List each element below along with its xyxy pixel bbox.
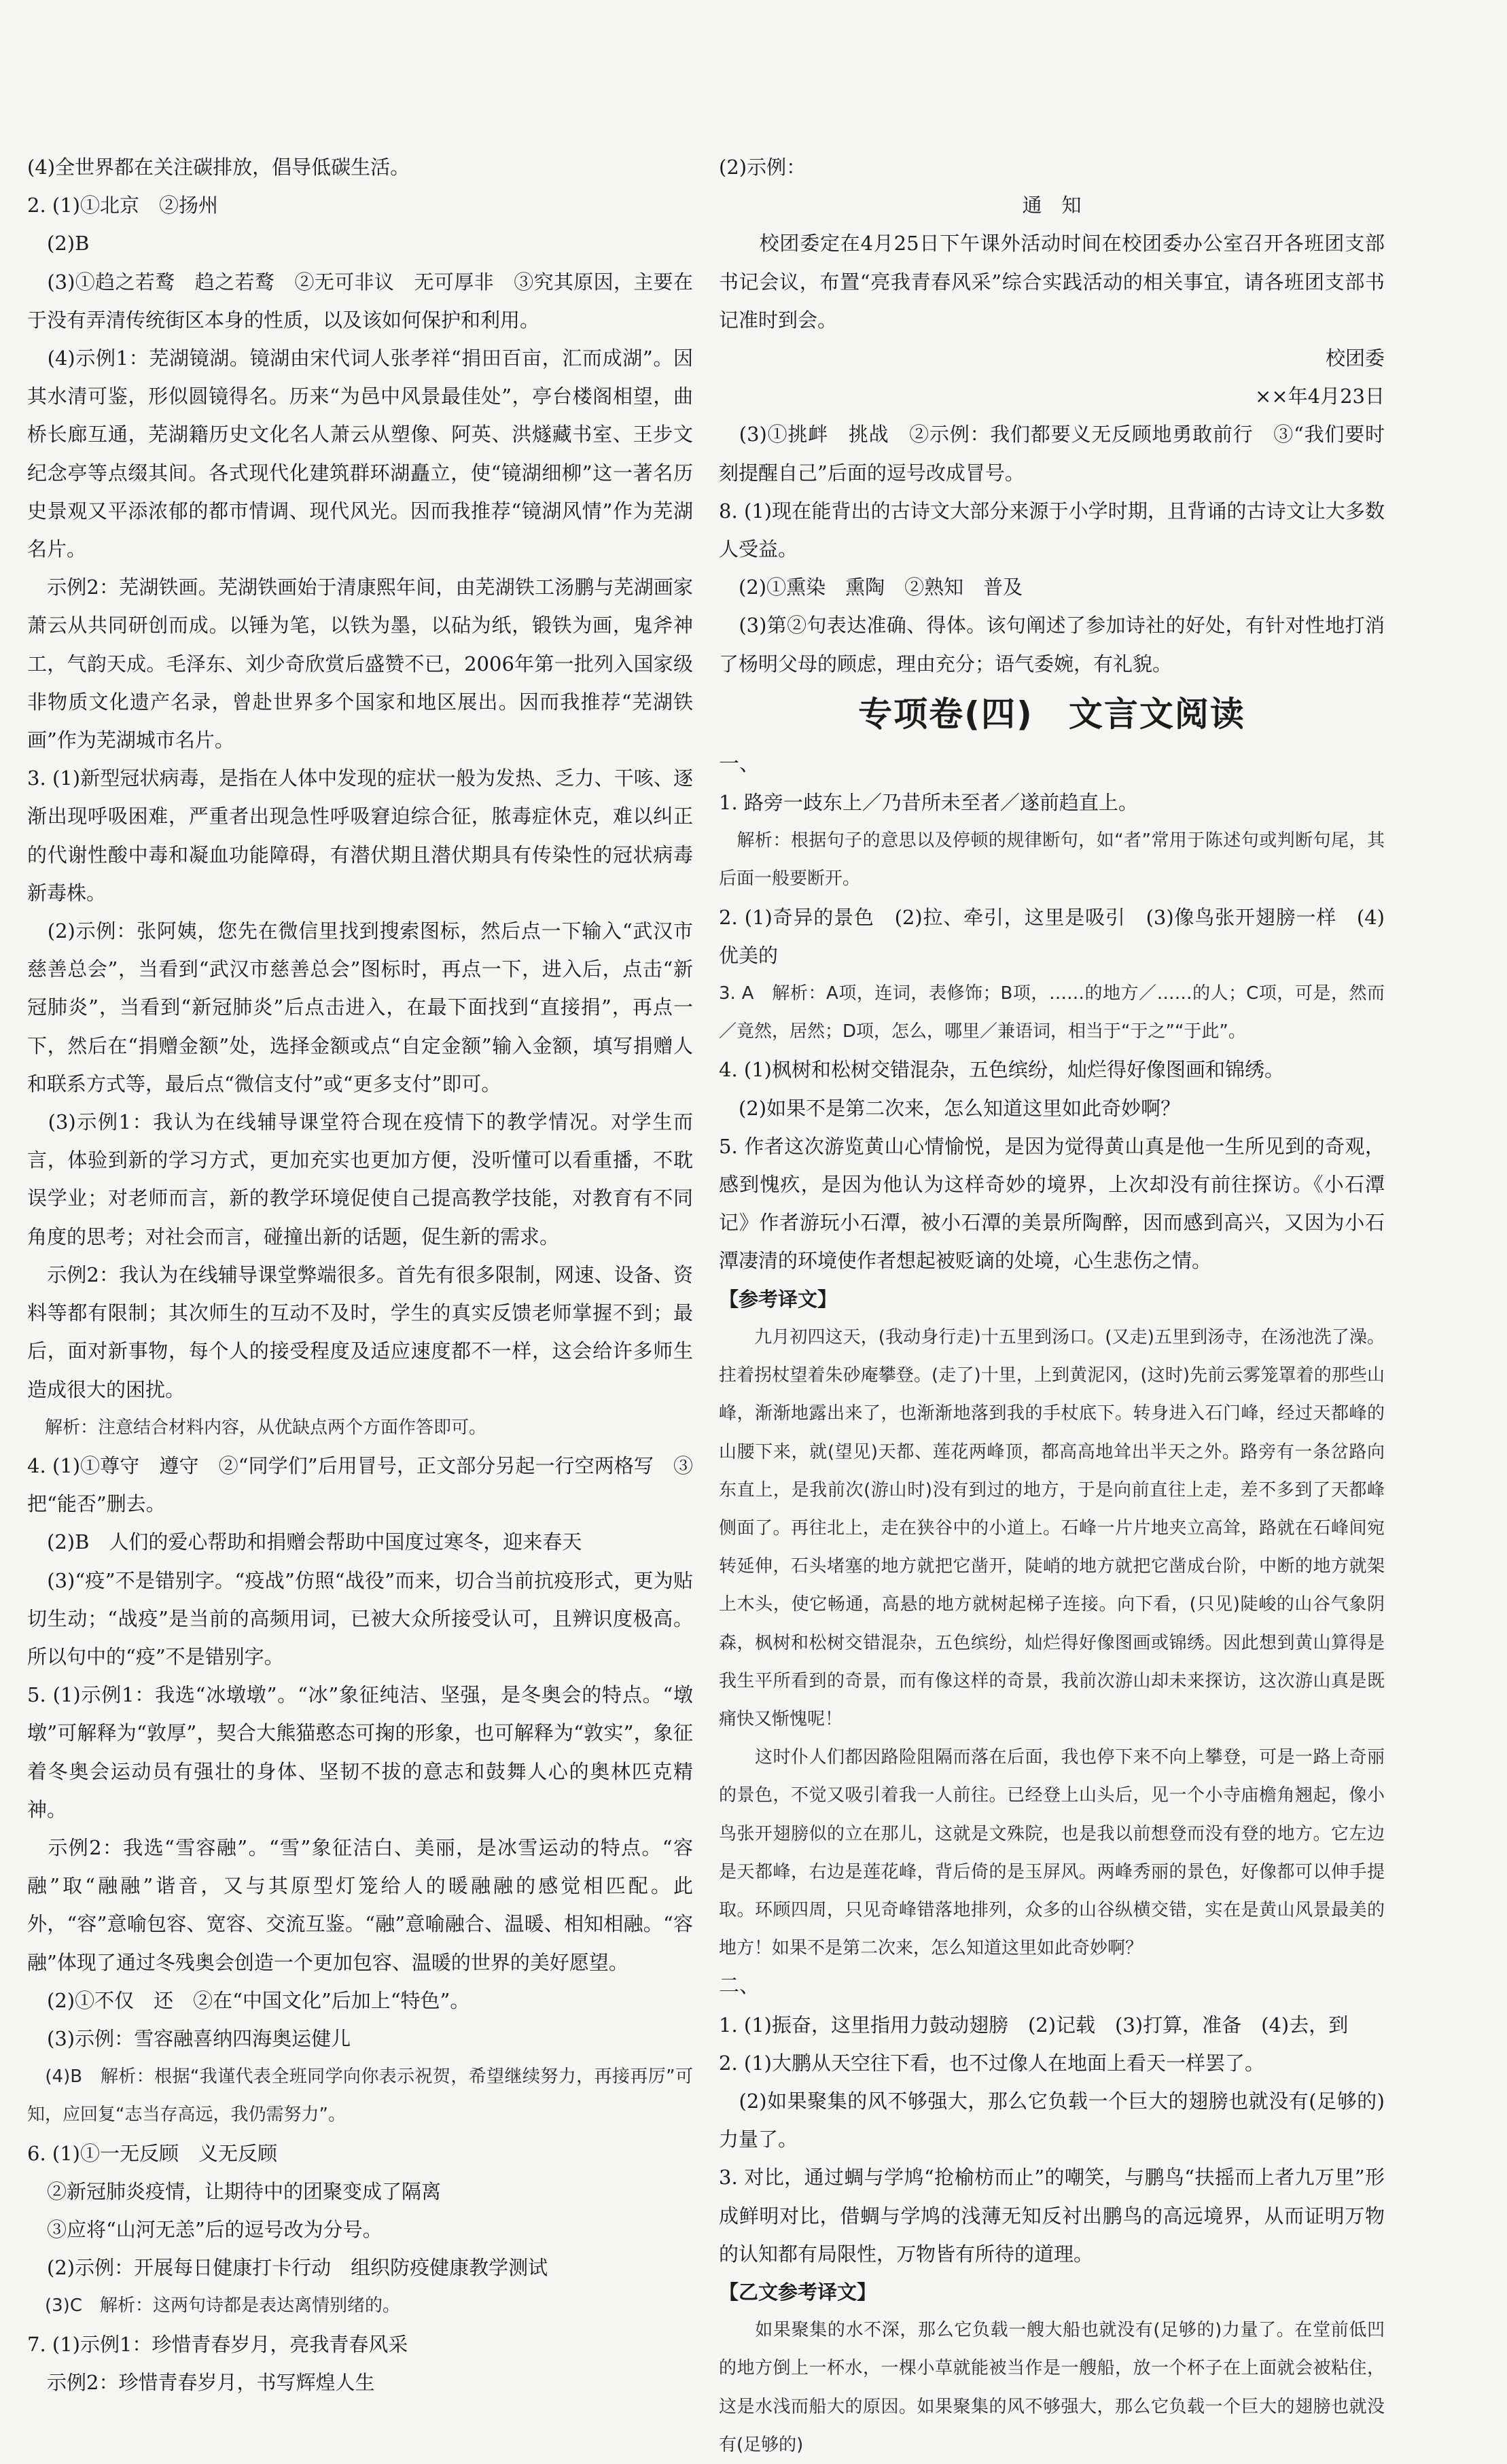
answer-line: 2. (1)奇异的景色 (2)拉、牵引，这里是吸引 (3)像鸟张开翅膀一样 (4)优美的: [719, 905, 1385, 967]
answer-line: 4. (1)①尊守 遵守 ②“同学们”后用冒号，正文部分另起一行空两格写 ③把“能否”删去。: [27, 1454, 693, 1516]
section-title: 专项卷(四) 文言文阅读: [858, 694, 1245, 734]
answer-line: 2. (1)①北京 ②扬州: [27, 194, 218, 217]
answer-line: 5. (1)示例1：我选“冰墩墩”。“冰”象征纯洁、坚强，是冬奥会的特点。“墩墩”可解释为“敦厚”，契合大熊猫憨态可掬的形象，也可解释为“敦实”，象征着冬奥会运动员有强壮的身体、坚韧不拔的意志和鼓舞人心的奥林匹克精神。: [27, 1683, 693, 1821]
answer-line: (2)B: [27, 232, 90, 256]
answer-line: 通 知: [1022, 194, 1082, 217]
answer-line: (2)①熏染 熏陶 ②熟知 普及: [719, 576, 1023, 599]
answer-line: (2)示例：张阿姨，您先在微信里找到搜索图标，然后点一下输入“武汉市慈善总会”，当看到“武汉市慈善总会”图标时，再点一下，进入后，点击“新冠肺炎”，当看到“新冠肺炎”后点击进入，在最下面找到“直接捐”，再点一下，然后在“捐赠金额”处，选择金额或点“自定金额”输入金额，填写捐赠人和联系方式等，最后点“微信支付”或“更多支付”即可。: [27, 919, 693, 1095]
analysis-text: 3. A 解析：A项，连词，表修饰；B项，……的地方／……的人；C项，可是，然而／竟然，居然；D项，怎么，哪里／兼语词，相当于“于之”“于此”。: [719, 983, 1385, 1042]
answer-line: (2)示例：: [719, 156, 806, 179]
answer-line: 一、: [719, 752, 760, 776]
answer-line: 7. (1)示例1：珍惜青春岁月，亮我青春风采: [27, 2332, 408, 2356]
answer-line: 示例2：我认为在线辅导课堂弊端很多。首先有很多限制，网速、设备、资料等都有限制；其次师生的互动不及时，学生的真实反馈老师掌握不到；最后，面对新事物，每个人的接受程度及适应速度都不一样，这会给许多师生造成很大的困扰。: [27, 1263, 693, 1401]
analysis-text: 这时仆人们都因路险阻隔而落在后面，我也停下来不向上攀登，可是一路上奇丽的景色，不觉又吸引着我一人前往。已经登上山头后，见一个小寺庙檐角翘起，像小鸟张开翅膀似的立在那儿，这就是文殊院，也是我以前想登而没有登的地方。它左边是天都峰，右边是莲花峰，背后倚的是玉屏风。两峰秀丽的景色，好像都可以伸手提取。环顾四周，只见奇峰错落地排列，众多的山谷纵横交错，实在是黄山风景最美的地方！如果不是第二次来，怎么知道这里如此奇妙啊？: [719, 1747, 1385, 1959]
answer-line: (3)①趋之若鹜 趋之若鹜 ②无可非议 无可厚非 ③究其原因，主要在于没有弄清传统街区本身的性质，以及该如何保护和利用。: [27, 270, 693, 332]
answer-line: 4. (1)枫树和松树交错混杂，五色缤纷，灿烂得好像图画和锦绣。: [719, 1058, 1284, 1082]
answer-line: (3)示例：雪容融喜纳四海奥运健儿: [27, 2026, 351, 2050]
analysis-text: (3)C 解析：这两句诗都是表达离情别绪的。: [27, 2295, 400, 2317]
analysis-text: 解析：注意结合材料内容，从优缺点两个方面作答即可。: [27, 1417, 487, 1438]
answer-line: 2. (1)大鹏从天空往下看，也不过像人在地面上看天一样罢了。: [719, 2051, 1264, 2075]
answer-line: 校团委: [1325, 347, 1385, 370]
answer-line: 3. 对比，通过蜩与学鸠“抢榆枋而止”的嘲笑，与鹏鸟“扶摇而上者九万里”形成鲜明对比，借蜩与学鸠的浅薄无知反衬出鹏鸟的高远境界，从而证明万物的认知都有局限性，万物皆有所待的道理。: [719, 2166, 1385, 2266]
analysis-text: (4)B 解析：根据“我谨代表全班同学向你表示祝贺，希望继续努力，再接再厉”可知，应回复“志当存高远，我仍需努力”。: [27, 2066, 693, 2126]
answer-line: 6. (1)①一无反顾 义无反顾: [27, 2141, 277, 2165]
left-column: [27, 148, 693, 2401]
answer-line: 示例2：我选“雪容融”。“雪”象征洁白、美丽，是冰雪运动的特点。“容融”取“融融”谐音，又与其原型灯笼给人的暖融融的感觉相匹配。此外，“容”意喻包容、宽容、交流互鉴。“融”意喻融合、温暖、相知相融。“容融”体现了通过冬残奥会创造一个更加包容、温暖的世界的美好愿望。: [27, 1835, 693, 1974]
answer-line: 校团委定在4月25日下午课外活动时间在校团委办公室召开各班团支部书记会议，布置“亮我青春风采”综合实践活动的相关事宜，请各班团支部书记准时到会。: [719, 232, 1385, 332]
answer-line: (2)示例：开展每日健康打卡行动 组织防疫健康教学测试: [27, 2256, 548, 2280]
answer-line: 3. (1)新型冠状病毒，是指在人体中发现的症状一般为发热、乏力、干咳、逐渐出现呼吸困难，严重者出现急性呼吸窘迫综合征，脓毒症休克，难以纠正的代谢性酸中毒和凝血功能障碍，有潜伏期且潜伏期具有传染性的冠状病毒新毒株。: [27, 767, 693, 904]
answer-line: (2)B 人们的爱心帮助和捐赠会帮助中国度过寒冬，迎来春天: [27, 1530, 582, 1554]
answer-line: 5. 作者这次游览黄山心情愉悦，是因为觉得黄山真是他一生所见到的奇观，感到愧疚，是因为他认为这样奇妙的境界，上次却没有前往探访。《小石潭记》作者游玩小石潭，被小石潭的美景所陶醉，因而感到高兴，又因为小石潭凄清的环境使作者想起被贬谪的处境，心生悲伤之情。: [719, 1134, 1385, 1273]
answer-line: 示例2：芜湖铁画。芜湖铁画始于清康熙年间，由芜湖铁工汤鹏与芜湖画家萧云从共同研创而成。以锤为笔，以铁为墨，以砧为纸，锻铁为画，鬼斧神工，气韵天成。毛泽东、刘少奇欣赏后盛赞不已，2006年第一批列入国家级非物质文化遗产名录，曾赴世界多个国家和地区展出。因而我推荐“芜湖铁画”作为芜湖城市名片。: [27, 576, 693, 752]
answer-line: (4)全世界都在关注碳排放，倡导低碳生活。: [27, 156, 410, 179]
answer-line: (3)第②句表达准确、得体。该句阐述了参加诗社的好处，有针对性地打消了杨明父母的顾虑，理由充分；语气委婉，有礼貌。: [719, 614, 1385, 675]
answer-line: 【参考译文】: [719, 1287, 838, 1311]
answer-line: 1. 路旁一歧东上／乃昔所未至者／遂前趋直上。: [719, 791, 1138, 815]
answer-line: 8. (1)现在能背出的古诗文大部分来源于小学时期，且背诵的古诗文让大多数人受益。: [719, 499, 1385, 561]
answer-line: (3)①挑衅 挑战 ②示例：我们都要义无反顾地勇敢前行 ③“我们要时刻提醒自己”后面的逗号改成冒号。: [719, 423, 1385, 485]
answer-line: (2)如果不是第二次来，怎么知道这里如此奇妙啊？: [719, 1096, 1181, 1120]
answer-line: 1. (1)振奋，这里指用力鼓动翅膀 (2)记载 (3)打算，准备 (4)去，到: [719, 2013, 1349, 2037]
answer-line: 【乙文参考译文】: [719, 2280, 877, 2304]
answer-line: ②新冠肺炎疫情，让期待中的团聚变成了隔离: [27, 2179, 442, 2203]
answer-line: ××年4月23日: [1255, 385, 1385, 408]
answer-line: (3)“疫”不是错别字。“疫战”仿照“战役”而来，切合当前抗疫形式，更为贴切生动；“战疫”是当前的高频用词，已被大众所接受认可，且辨识度极高。所以句中的“疫”不是错别字。: [27, 1568, 693, 1668]
analysis-text: 解析：根据句子的意思以及停顿的规律断句，如“者”常用于陈述句或判断句尾，其后面一般要断开。: [719, 830, 1385, 890]
answer-line: (2)如果聚集的风不够强大，那么它负载一个巨大的翅膀也就没有(足够的)力量了。: [719, 2089, 1385, 2151]
analysis-text: 九月初四这天，(我动身行走)十五里到汤口。(又走)五里到汤寺，在汤池洗了澡。拄着拐杖望着朱砂庵攀登。(走了)十里，上到黄泥冈，(这时)先前云雾笼罩着的那些山峰，渐渐地露出来了，也渐渐地落到我的手杖底下。转身进入石门峰，经过天都峰的山腰下来，就(望见)天都、莲花两峰顶，都高高地耸出半天之外。路旁有一条岔路向东直上，是我前次(游山时)没有到过的地方，于是向前直往上走，差不多到了天都峰侧面了。再往北上，走在狭谷中的小道上。石峰一片片地夹立高耸，路就在石峰间宛转延伸，石头堵塞的地方就把它凿开，陡峭的地方就把它凿成台阶，中断的地方就架上木头，使它畅通，高悬的地方就树起梯子连接。向下看，(只见)陡峻的山谷气象阴森，枫树和松树交错混杂，五色缤纷，灿烂得好像图画或锦绣。因此想到黄山算得是我生平所看到的奇景，而有像这样的奇景，我前次游山却未来探访，这次游山真是既痛快又惭愧呢！: [719, 1326, 1385, 1729]
answer-line: 二、: [719, 1974, 760, 1999]
right-column: [719, 148, 1385, 2464]
answer-line: 示例2：珍惜青春岁月，书写辉煌人生: [27, 2370, 375, 2394]
answer-line: (2)①不仅 还 ②在“中国文化”后加上“特色”。: [27, 1988, 470, 2012]
answer-line: (4)示例1：芜湖镜湖。镜湖由宋代词人张孝祥“捐田百亩，汇而成湖”。因其水清可鉴，形似圆镜得名。历来“为邑中风景最佳处”，亭台楼阁相望，曲桥长廊互通，芜湖籍历史文化名人萧云从塑像、阿英、洪燧藏书室、王步文纪念亭等点缀其间。各式现代化建筑群环湖矗立，使“镜湖细柳”这一著名历史景观又平添浓郁的都市情调、现代风光。因而我推荐“镜湖风情”作为芜湖名片。: [27, 347, 693, 561]
answer-line: (3)示例1：我认为在线辅导课堂符合现在疫情下的教学情况。对学生而言，体验到新的学习方式，更加充实也更加方便，没听懂可以看重播，不耽误学业；对老师而言，新的教学环境促使自己提高教学技能，对教育有不同角度的思考；对社会而言，碰撞出新的话题，促生新的需求。: [27, 1110, 693, 1248]
analysis-text: 如果聚集的水不深，那么它负载一艘大船也就没有(足够的)力量了。在堂前低凹的地方倒上一杯水，一棵小草就能被当作是一艘船，放一个杯子在上面就会被粘住，这是水浅而船大的原因。如果聚集的风不够强大，那么它负载一个巨大的翅膀也就没有(足够的): [719, 2320, 1385, 2455]
answer-line: ③应将“山河无恙”后的逗号改为分号。: [27, 2217, 383, 2241]
